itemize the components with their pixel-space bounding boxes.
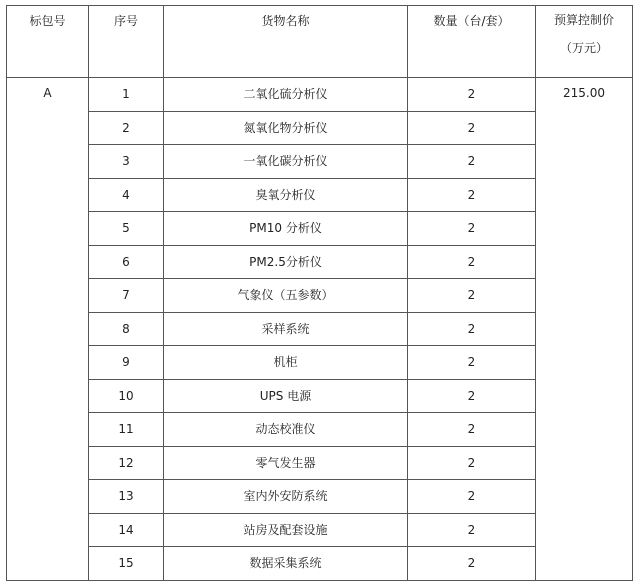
header-budget	[536, 6, 633, 78]
qty-cell: 2	[408, 446, 536, 480]
seq-cell: 10	[89, 379, 164, 413]
seq-cell: 15	[89, 547, 164, 581]
seq-cell: 3	[89, 145, 164, 179]
seq-cell: 14	[89, 513, 164, 547]
qty-cell: 2	[408, 212, 536, 246]
qty-cell: 2	[408, 346, 536, 380]
header-budget-line2: （万元）	[559, 41, 608, 55]
name-cell: 采样系统	[164, 312, 408, 346]
header-seq: 序号	[89, 6, 164, 78]
seq-cell: 11	[89, 413, 164, 447]
name-cell: 氮氧化物分析仪	[164, 111, 408, 145]
name-cell: 数据采集系统	[164, 547, 408, 581]
name-cell: 机柜	[164, 346, 408, 380]
name-cell: 二氧化硫分析仪	[164, 78, 408, 112]
name-cell: 动态校准仪	[164, 413, 408, 447]
qty-cell: 2	[408, 245, 536, 279]
name-cell: 室内外安防系统	[164, 480, 408, 514]
name-cell: 站房及配套设施	[164, 513, 408, 547]
qty-cell: 2	[408, 379, 536, 413]
qty-cell: 2	[408, 279, 536, 313]
qty-cell: 2	[408, 312, 536, 346]
seq-cell: 8	[89, 312, 164, 346]
qty-cell: 2	[408, 413, 536, 447]
name-cell: 一氧化碳分析仪	[164, 145, 408, 179]
header-qty: 数量（台/套）	[408, 6, 536, 78]
qty-cell: 2	[408, 145, 536, 179]
seq-cell: 2	[89, 111, 164, 145]
qty-cell: 2	[408, 78, 536, 112]
seq-cell: 7	[89, 279, 164, 313]
qty-cell: 2	[408, 480, 536, 514]
table-row	[7, 78, 633, 112]
qty-cell: 2	[408, 513, 536, 547]
seq-cell: 12	[89, 446, 164, 480]
name-cell: UPS 电源	[164, 379, 408, 413]
budget-cell: 215.00	[536, 78, 633, 581]
qty-cell: 2	[408, 111, 536, 145]
qty-cell: 2	[408, 178, 536, 212]
header-budget-line1: 预算控制价	[553, 13, 614, 27]
seq-cell: 1	[89, 78, 164, 112]
name-cell: 零气发生器	[164, 446, 408, 480]
seq-cell: 6	[89, 245, 164, 279]
name-cell: PM10 分析仪	[164, 212, 408, 246]
seq-cell: 13	[89, 480, 164, 514]
procurement-table	[6, 5, 633, 581]
package-cell: A	[7, 78, 89, 581]
name-cell: PM2.5分析仪	[164, 245, 408, 279]
name-cell: 气象仪（五参数）	[164, 279, 408, 313]
qty-cell: 2	[408, 547, 536, 581]
seq-cell: 9	[89, 346, 164, 380]
name-cell: 臭氧分析仪	[164, 178, 408, 212]
header-name: 货物名称	[164, 6, 408, 78]
seq-cell: 4	[89, 178, 164, 212]
seq-cell: 5	[89, 212, 164, 246]
header-package: 标包号	[7, 6, 89, 78]
header-row	[7, 6, 633, 78]
